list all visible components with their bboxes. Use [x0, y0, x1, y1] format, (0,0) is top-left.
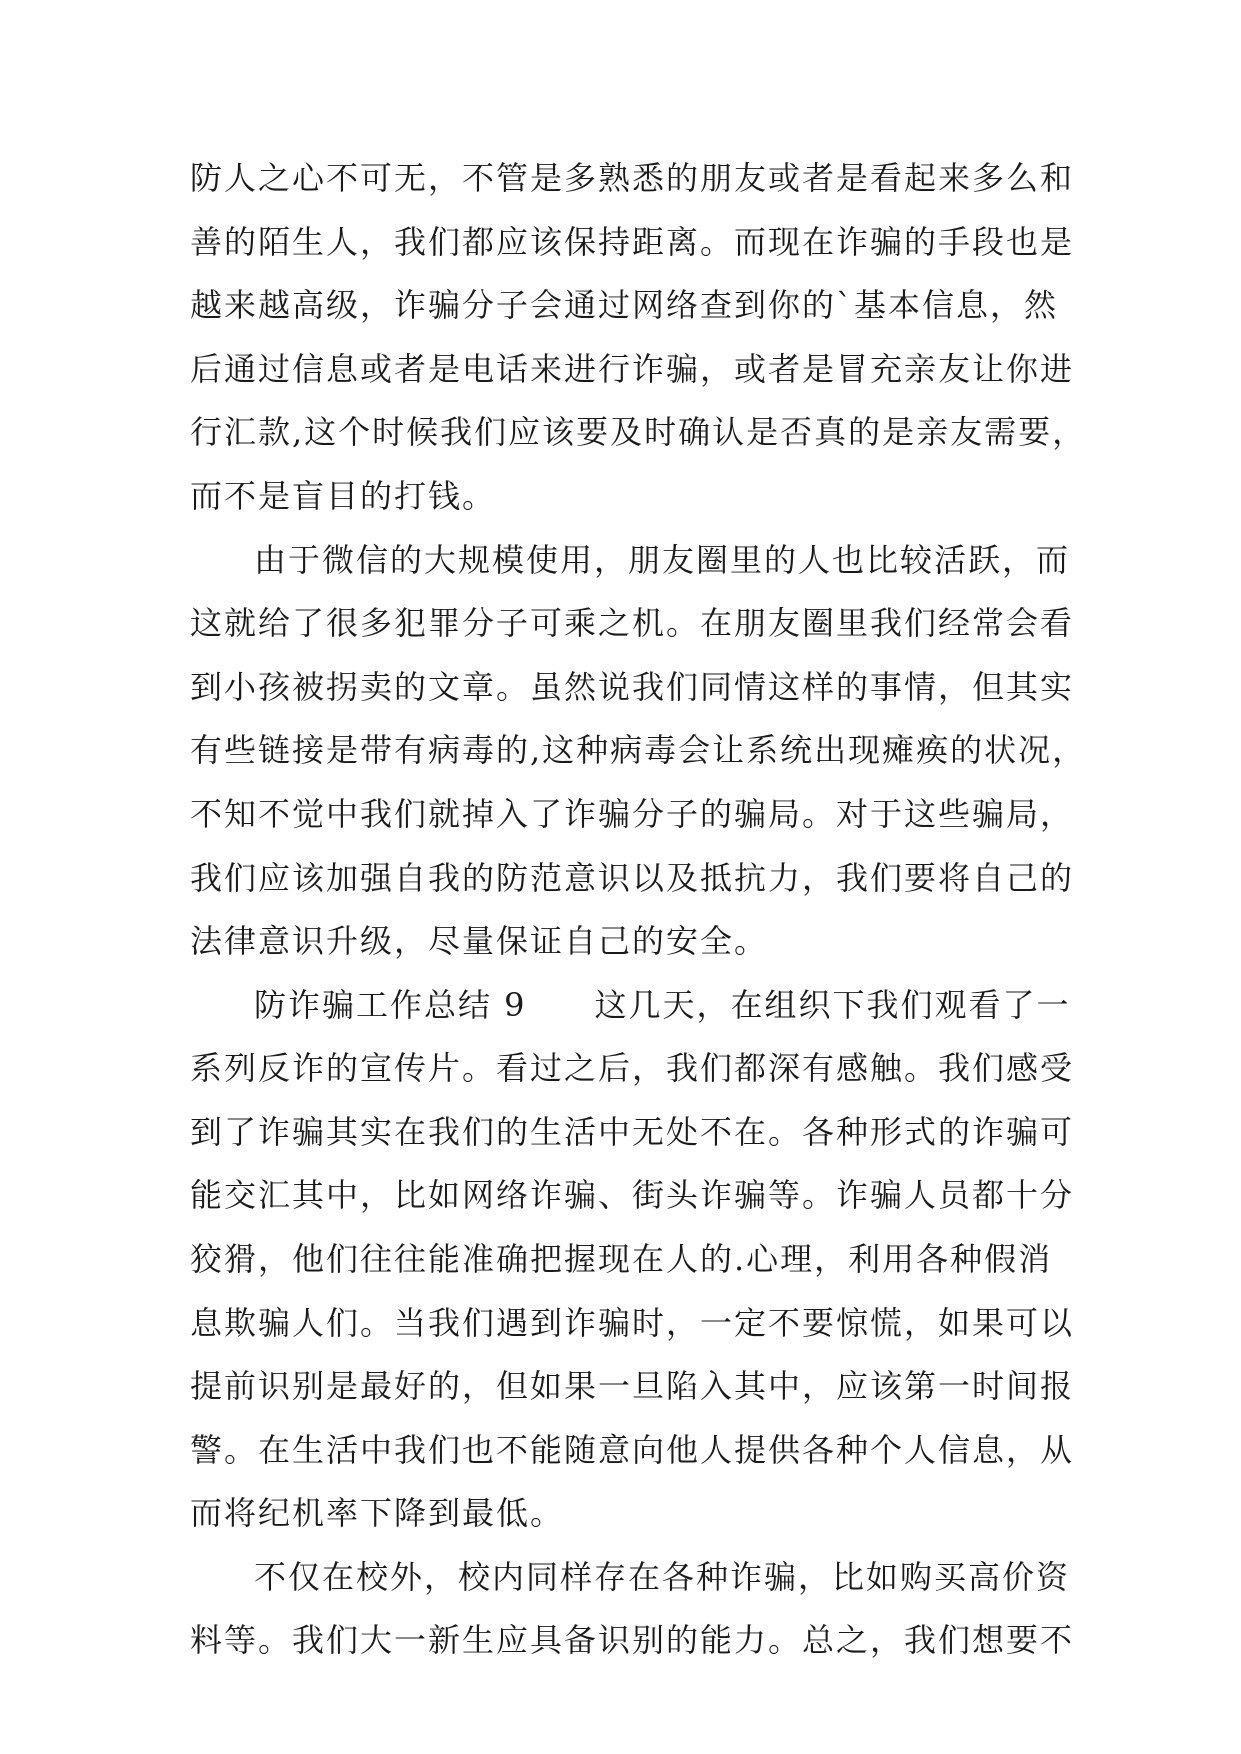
text-line: 警。在生活中我们也不能随意向他人提供各种个人信息，从 — [190, 1431, 1075, 1469]
text-line: 提前识别是最好的，但如果一旦陷入其中，应该第一时间报 — [190, 1367, 1075, 1405]
text-line: 到了诈骗其实在我们的生活中无处不在。各种形式的诈骗可 — [190, 1113, 1075, 1151]
text-line: 由于微信的大规模使用，朋友圈里的人也比较活跃，而 — [254, 541, 1071, 579]
text-line: 不仅在校外，校内同样存在各种诈骗，比如购买高价资 — [254, 1558, 1071, 1596]
text-line: 防诈骗工作总结 9 这几天，在组织下我们观看了一 — [254, 986, 1071, 1024]
text-line: 后通过信息或者是电话来进行诈骗，或者是冒充亲友让你进 — [190, 350, 1075, 388]
text-line: 料等。我们大一新生应具备识别的能力。总之，我们想要不 — [190, 1621, 1075, 1659]
text-line: 行汇款,这个时候我们应该要及时确认是否真的是亲友需要， — [190, 413, 1087, 451]
text-line: 法律意识升级，尽量保证自己的安全。 — [190, 922, 769, 960]
text-line: 不知不觉中我们就掉入了诈骗分子的骗局。对于这些骗局， — [190, 795, 1075, 833]
text-line: 这就给了很多犯罪分子可乘之机。在朋友圈里我们经常会看 — [190, 604, 1075, 642]
text-line: 息欺骗人们。当我们遇到诈骗时，一定不要惊慌，如果可以 — [190, 1304, 1075, 1342]
text-line: 有些链接是带有病毒的,这种病毒会让系统出现瘫痪的状况， — [190, 731, 1087, 769]
text-line: 到小孩被拐卖的文章。虽然说我们同情这样的事情，但其实 — [190, 668, 1075, 706]
text-line: 狡猾，他们往往能准确把握现在人的.心理，利用各种假消 — [190, 1240, 1053, 1278]
text-line: 而不是盲目的打钱。 — [190, 477, 497, 515]
text-line: 系列反诈的宣传片。看过之后，我们都深有感触。我们感受 — [190, 1049, 1075, 1087]
text-line: 能交汇其中，比如网络诈骗、街头诈骗等。诈骗人员都十分 — [190, 1176, 1075, 1214]
text-line: 善的陌生人，我们都应该保持距离。而现在诈骗的手段也是 — [190, 223, 1075, 261]
text-line: 越来越高级，诈骗分子会通过网络查到你的`基本信息，然 — [190, 286, 1059, 324]
text-line: 防人之心不可无，不管是多熟悉的朋友或者是看起来多么和 — [190, 159, 1075, 197]
text-line: 而将纪机率下降到最低。 — [190, 1494, 565, 1532]
text-line: 我们应该加强自我的防范意识以及抵抗力，我们要将自己的 — [190, 859, 1075, 897]
